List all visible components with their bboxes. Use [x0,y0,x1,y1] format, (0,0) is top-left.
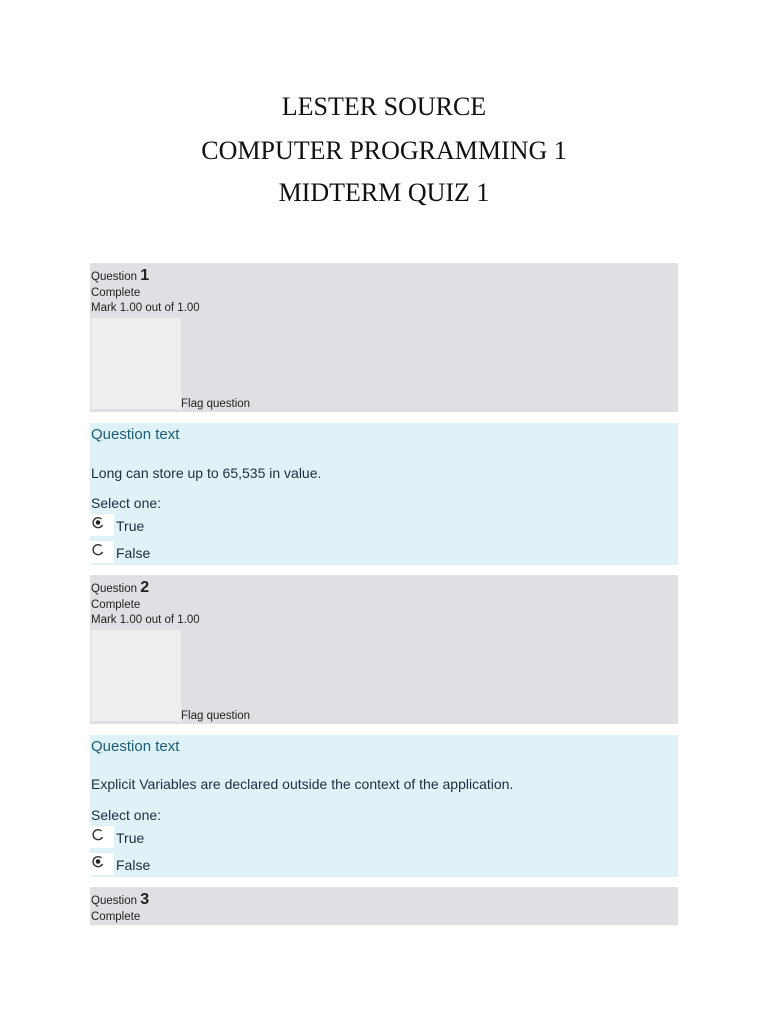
question-1-flag-question[interactable]: Flag question [181,398,251,410]
question-1-number: 1 [140,267,150,284]
question-2-flag-box[interactable] [91,630,181,721]
document-title-line-3: MIDTERM QUIZ 1 [278,178,490,207]
document-title-line-2: COMPUTER PROGRAMMING 1 [201,136,567,165]
question-2-text: Explicit Variables are declared outside the context of the application. [91,776,514,792]
question-1-text-heading: Question text [91,426,180,443]
question-2-number: 2 [140,579,150,596]
question-3-info [90,887,678,925]
question-1-option-false-label: False [116,545,151,561]
question-2-text-heading: Question text [91,738,180,755]
radio-unchecked-icon [91,543,105,557]
question-2-flag-question[interactable]: Flag question [181,710,251,722]
question-3-state: Complete [91,911,141,923]
document-title-line-1: LESTER SOURCE [281,92,487,121]
question-1-option-true-label: True [116,518,145,534]
question-1-flag-box[interactable] [91,318,181,409]
question-2-option-true-label: True [116,830,145,846]
question-3-prefix: Question [91,895,138,907]
radio-checked-icon [91,516,105,530]
question-2-heading [91,579,149,597]
question-1-select-one: Select one: [91,495,162,511]
question-1-content [90,423,678,565]
question-1-option-true-radio[interactable] [90,514,114,536]
question-2-option-false-label: False [116,857,151,873]
question-2-option-false-radio[interactable] [90,853,114,875]
question-2-select-one: Select one: [91,807,162,823]
question-3-heading [91,891,149,909]
radio-checked-icon [91,855,105,869]
question-2-mark: Mark 1.00 out of 1.00 [91,614,200,626]
question-1-heading [91,267,149,285]
question-2-info [90,575,678,724]
question-2-content [90,735,678,877]
radio-unchecked-icon [91,828,105,842]
question-1-option-false-radio[interactable] [90,541,114,563]
question-2-state: Complete [91,599,141,611]
question-2-option-true-radio[interactable] [90,826,114,848]
question-2-prefix: Question [91,583,138,595]
question-1-info [90,263,678,412]
question-1-prefix: Question [91,271,138,283]
question-1-mark: Mark 1.00 out of 1.00 [91,302,200,314]
question-1-text: Long can store up to 65,535 in value. [91,465,322,481]
question-3-number: 3 [140,891,150,908]
question-1-state: Complete [91,287,141,299]
